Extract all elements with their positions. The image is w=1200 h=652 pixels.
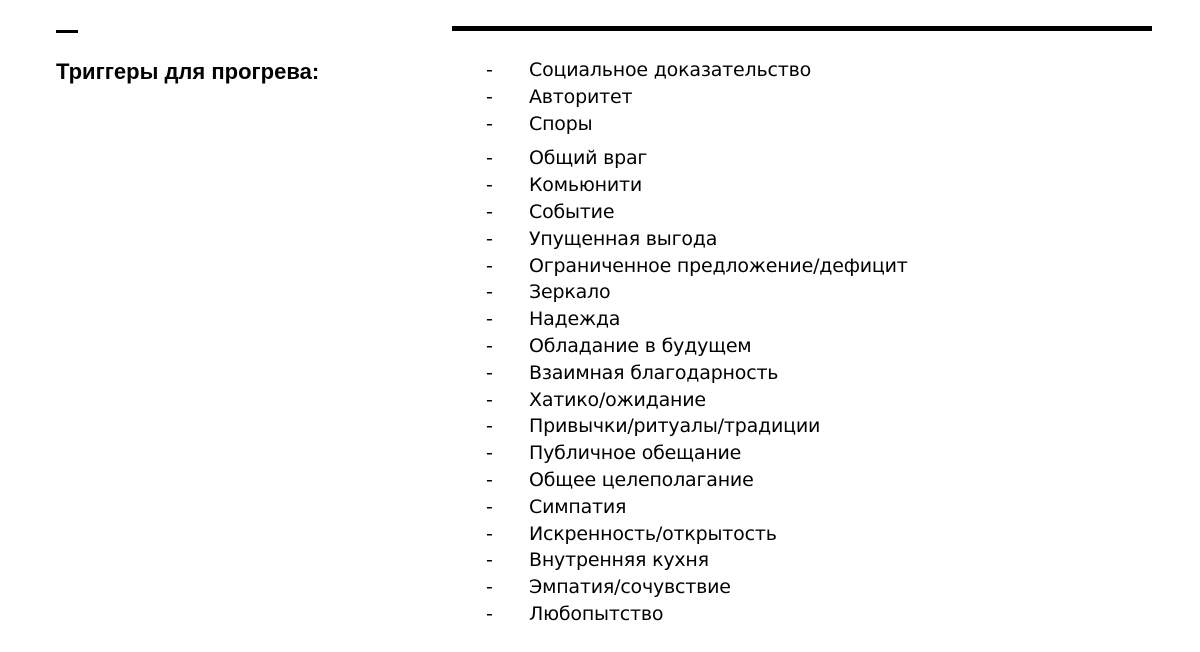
list-item-text: Любопытство — [529, 602, 664, 625]
list-item-text: Общий враг — [529, 147, 648, 170]
list-item-text: Зеркало — [529, 281, 611, 304]
list-item-text: Обладание в будущем — [529, 334, 752, 357]
list-item — [486, 494, 908, 521]
list-bullet: - — [486, 174, 493, 197]
list-bullet: - — [486, 522, 493, 545]
list-bullet: - — [486, 576, 493, 599]
trigger-list — [486, 57, 908, 628]
accent-dash — [56, 30, 78, 33]
list-item-text: Привычки/ритуалы/традиции — [529, 415, 821, 438]
list-item — [486, 601, 908, 628]
list-item — [486, 226, 908, 253]
list-item — [486, 84, 908, 111]
list-bullet: - — [486, 388, 493, 411]
list-item — [486, 521, 908, 548]
list-item — [486, 57, 908, 84]
list-item — [486, 172, 908, 199]
list-item-text: Авторитет — [529, 85, 633, 108]
list-item — [486, 199, 908, 226]
list-bullet: - — [486, 254, 493, 277]
list-bullet: - — [486, 147, 493, 170]
list-item — [486, 467, 908, 494]
list-item-text: Общее целеполагание — [529, 468, 754, 491]
list-item-text: Внутренняя кухня — [529, 549, 709, 572]
list-bullet: - — [486, 334, 493, 357]
list-bullet: - — [486, 468, 493, 491]
list-item-text: Упущенная выгода — [529, 227, 718, 250]
list-item-text: Эмпатия/сочувствие — [529, 576, 731, 599]
list-bullet: - — [486, 59, 493, 81]
list-item — [486, 111, 908, 138]
list-item-text: Социальное доказательство — [529, 59, 811, 81]
list-bullet: - — [486, 549, 493, 572]
list-item — [486, 574, 908, 601]
list-item-text: Публичное обещание — [529, 442, 742, 465]
list-item-text: Симпатия — [529, 495, 627, 518]
list-bullet: - — [486, 415, 493, 438]
list-item — [486, 360, 908, 387]
list-bullet: - — [486, 361, 493, 384]
list-bullet: - — [486, 281, 493, 304]
list-item-text: Ограниченное предложение/дефицит — [529, 254, 908, 277]
list-item-text: Взаимная благодарность — [529, 361, 779, 384]
list-bullet: - — [486, 200, 493, 223]
list-item — [486, 387, 908, 414]
list-item — [486, 145, 908, 172]
list-item — [486, 440, 908, 467]
list-bullet: - — [486, 112, 493, 135]
list-item-text: Хатико/ожидание — [529, 388, 706, 411]
list-item-text: Надежда — [529, 308, 621, 331]
section-heading: Триггеры для прогрева: — [56, 59, 320, 84]
top-divider-rule — [452, 26, 1152, 31]
list-bullet: - — [486, 227, 493, 250]
list-bullet: - — [486, 85, 493, 108]
list-item-text: Искренность/открытость — [529, 522, 777, 545]
list-item-text: Споры — [529, 112, 593, 135]
list-item — [486, 333, 908, 360]
list-bullet: - — [486, 442, 493, 465]
list-item — [486, 547, 908, 574]
list-bullet: - — [486, 495, 493, 518]
list-item-text: Событие — [529, 200, 615, 223]
list-bullet: - — [486, 602, 493, 625]
list-bullet: - — [486, 308, 493, 331]
list-item — [486, 279, 908, 306]
list-item-text: Комьюнити — [529, 174, 643, 197]
list-item — [486, 413, 908, 440]
list-item — [486, 306, 908, 333]
list-item — [486, 253, 908, 280]
